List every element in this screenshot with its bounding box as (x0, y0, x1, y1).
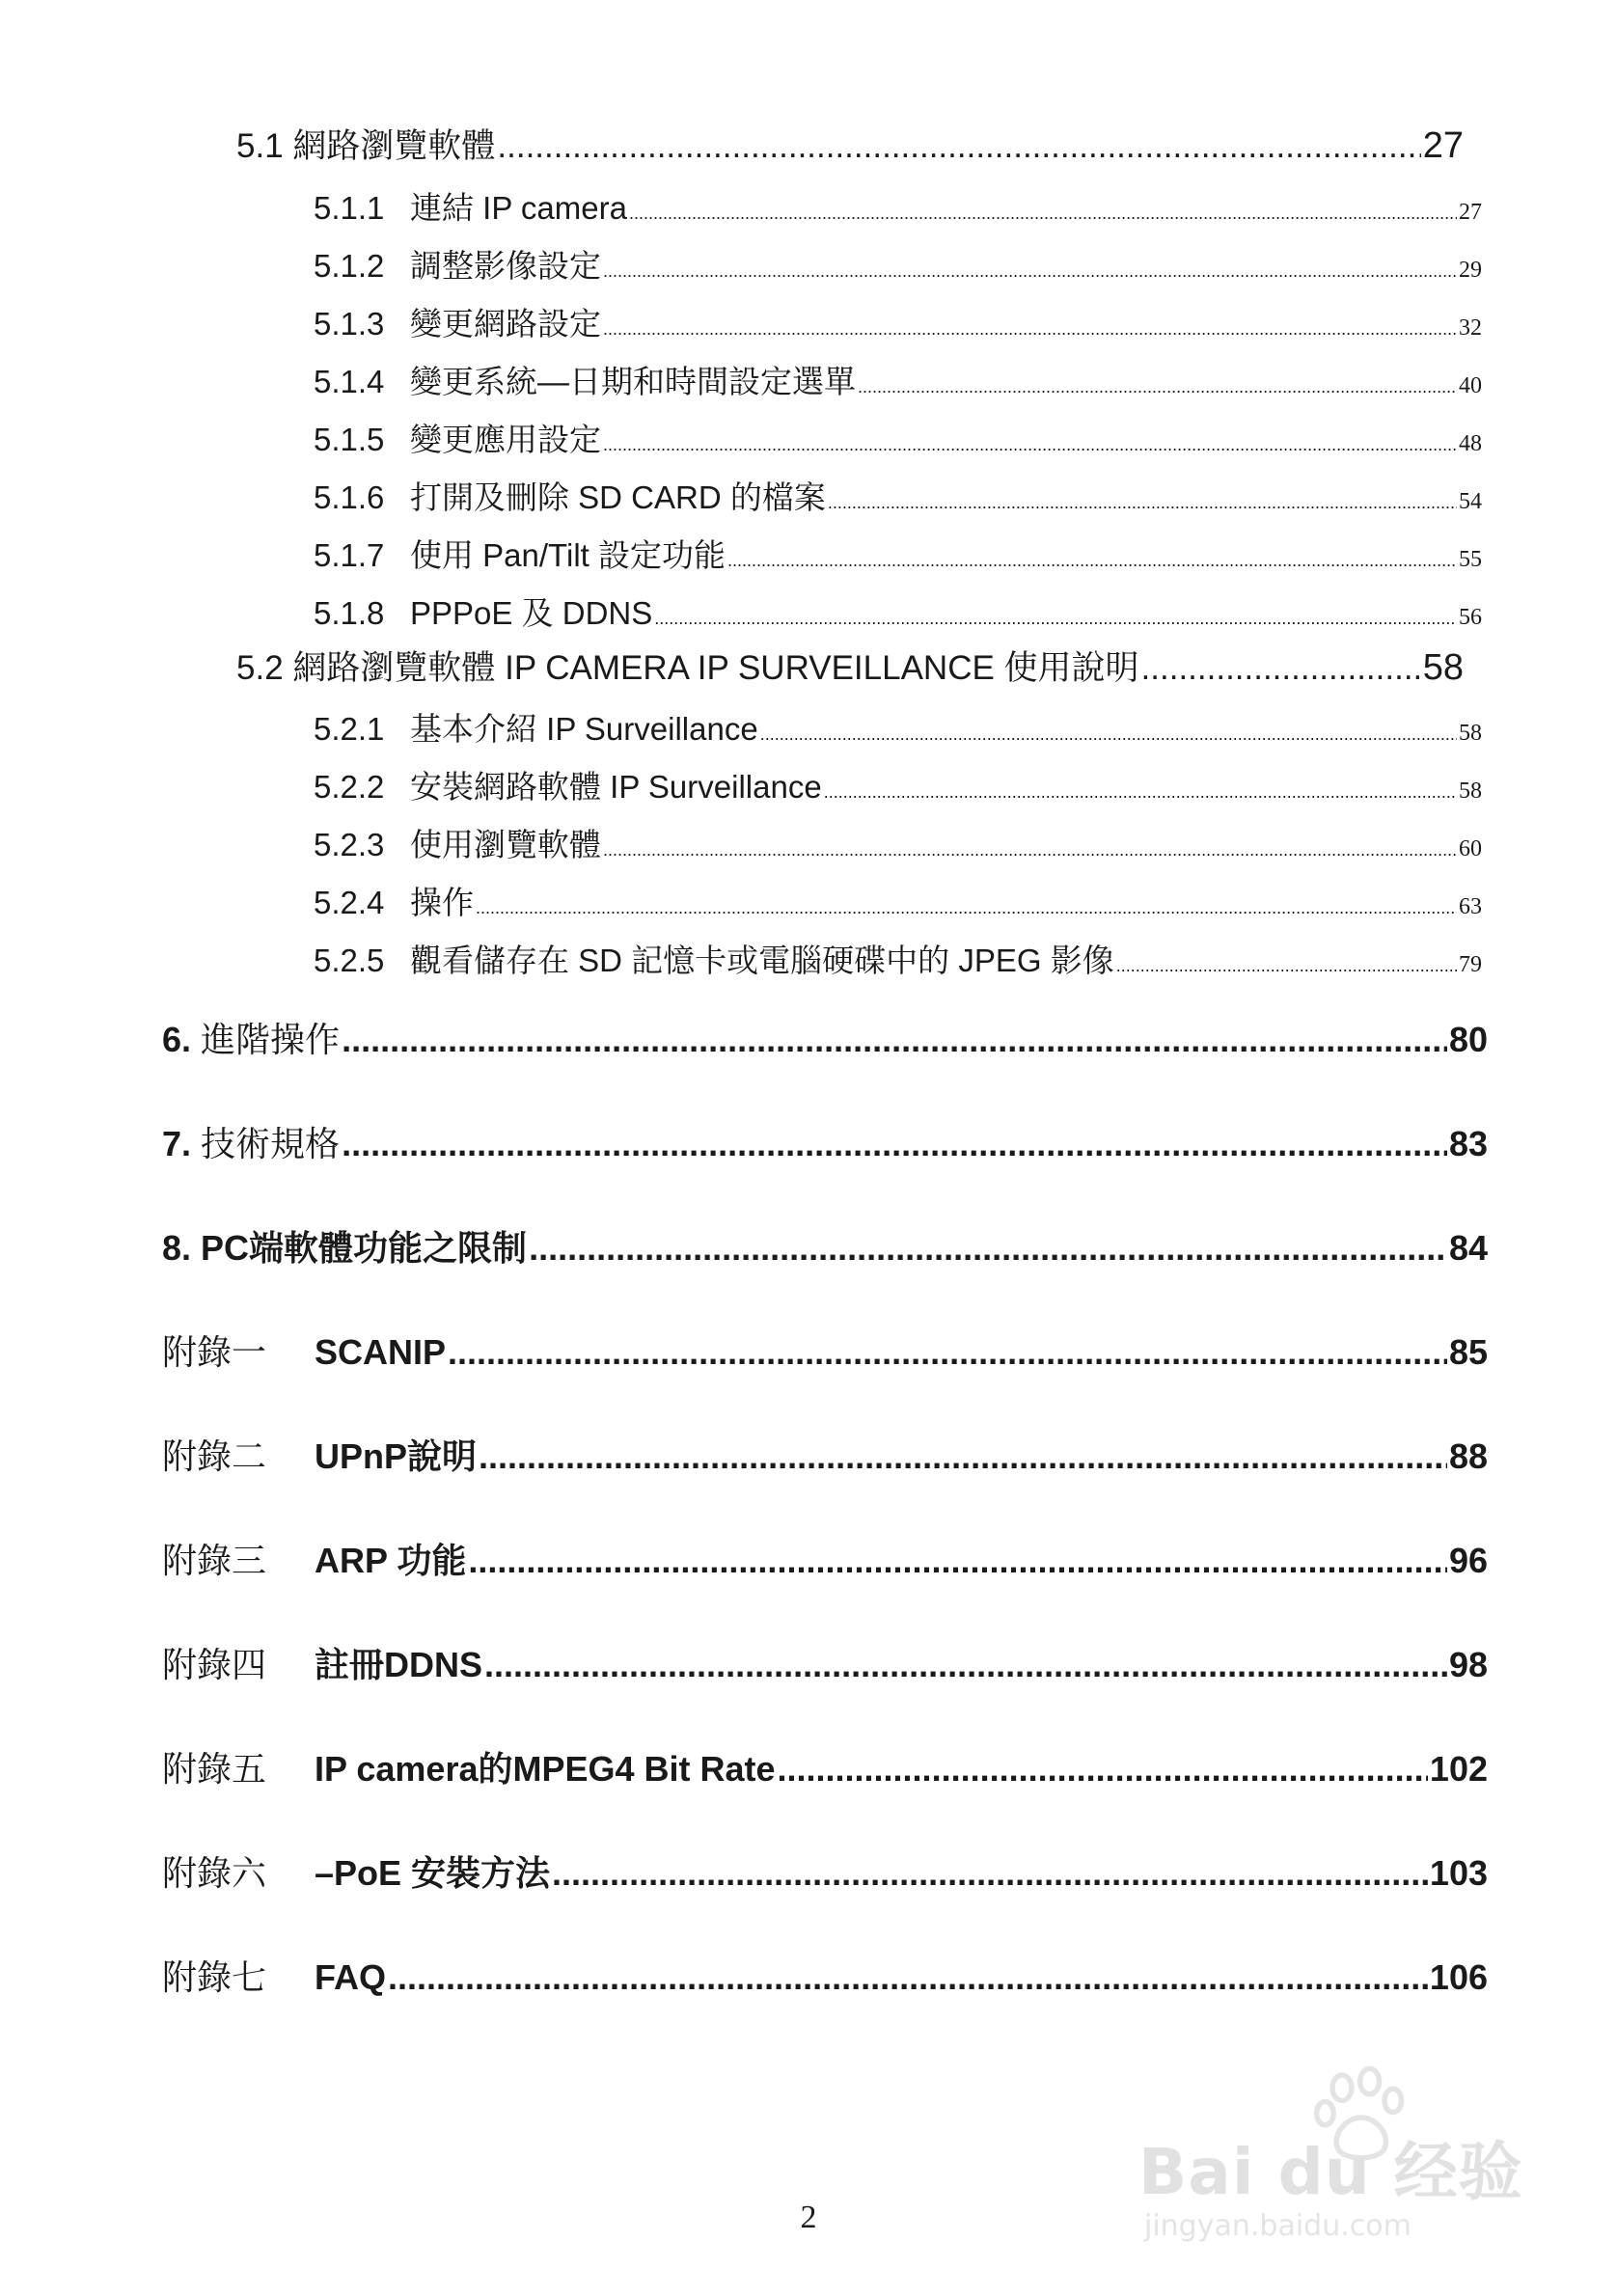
toc-title: 變更系統—日期和時間設定選單 (410, 364, 856, 399)
toc-page: 63 (1459, 894, 1482, 919)
toc-page: 60 (1459, 836, 1482, 861)
toc-leader-dots (342, 1020, 1447, 1060)
toc-title: 觀看儲存在 SD 記憶卡或電腦硬碟中的 JPEG 影像 (410, 943, 1114, 978)
toc-section-5-1[interactable] (236, 120, 1464, 168)
toc-leader-dots (629, 204, 1457, 224)
toc-title: 連結 IP camera (410, 190, 627, 226)
toc-num: 5.1.6 (314, 479, 385, 515)
toc-num: 5.1.5 (314, 422, 385, 457)
toc-appendix-5[interactable] (162, 1742, 1488, 1791)
toc-chapter-8[interactable] (162, 1221, 1488, 1271)
toc-page: 85 (1448, 1332, 1488, 1372)
toc-num: 5.2.2 (314, 769, 385, 805)
toc-item-5-1-8[interactable] (314, 588, 1482, 634)
toc-item-5-1-4[interactable] (314, 357, 1482, 402)
toc-leader-dots (778, 1749, 1428, 1790)
toc-page: 58 (1459, 779, 1482, 804)
toc-leader-dots (529, 1228, 1447, 1269)
toc-appendix-prefix: 附錄六 (162, 1853, 267, 1893)
toc-appendix-1[interactable] (162, 1326, 1488, 1375)
toc-leader-dots (603, 435, 1457, 455)
toc-label: 5.2 網路瀏覽軟體 IP CAMERA IP SURVEILLANCE 使用說明 (236, 649, 1139, 687)
toc-leader-dots (727, 551, 1457, 571)
toc-page: 27 (1459, 200, 1482, 225)
toc-page: 80 (1448, 1020, 1488, 1059)
toc-leader-dots (858, 377, 1457, 397)
baidu-jingyan-watermark (1138, 2064, 1524, 2248)
toc-title: 技術規格 (201, 1124, 341, 1163)
toc-leader-dots (824, 782, 1457, 803)
toc-item-5-1-7[interactable] (314, 531, 1482, 576)
toc-num: 5.2.1 (314, 711, 385, 747)
toc-leader-dots (654, 609, 1457, 629)
toc-leader-dots (552, 1853, 1428, 1894)
toc-num: 5.2.4 (314, 885, 385, 920)
toc-page: 54 (1459, 489, 1482, 514)
toc-appendix-7[interactable] (162, 1951, 1488, 2000)
toc-item-5-1-5[interactable] (314, 415, 1482, 460)
toc-title: PC端軟體功能之限制 (201, 1228, 528, 1268)
toc-page: 58 (1459, 721, 1482, 746)
toc-title: 安裝網路軟體 IP Surveillance (410, 769, 822, 805)
toc-num: 5.1.1 (314, 190, 385, 226)
toc-num: 6. (162, 1020, 192, 1059)
toc-leader-dots (828, 493, 1457, 513)
toc-title: 進階操作 (201, 1020, 341, 1059)
toc-item-5-2-1[interactable] (314, 704, 1482, 750)
toc-leader-dots (476, 898, 1457, 918)
toc-page: 84 (1448, 1228, 1488, 1268)
toc-page: 48 (1459, 431, 1482, 456)
toc-num: 5.1.3 (314, 306, 385, 342)
toc-title: 變更網路設定 (410, 306, 601, 342)
toc-leader-dots (468, 1541, 1447, 1581)
toc-num: 5.1.4 (314, 364, 385, 399)
toc-leader-dots (1141, 649, 1421, 688)
toc-appendix-prefix: 附錄一 (162, 1332, 267, 1372)
toc-num: 5.2.5 (314, 943, 385, 978)
toc-leader-dots (479, 1436, 1447, 1477)
toc-leader-dots (497, 127, 1420, 166)
toc-item-5-1-6[interactable] (314, 473, 1482, 518)
toc-title: 基本介紹 IP Surveillance (410, 711, 758, 747)
toc-page: 29 (1459, 258, 1482, 283)
toc-page: 102 (1429, 1749, 1488, 1789)
toc-title: 使用 Pan/Tilt 設定功能 (410, 537, 726, 573)
toc-leader-dots (484, 1645, 1447, 1685)
toc-title: 註冊DDNS (315, 1645, 483, 1684)
toc-title: –PoE 安裝方法 (315, 1853, 551, 1893)
toc-title: PPPoE 及 DDNS (410, 595, 653, 631)
toc-appendix-3[interactable] (162, 1534, 1488, 1583)
toc-page: 55 (1459, 547, 1482, 572)
toc-page: 79 (1459, 952, 1482, 977)
toc-title: 變更應用設定 (410, 422, 601, 457)
toc-item-5-2-2[interactable] (314, 762, 1482, 807)
toc-appendix-6[interactable] (162, 1846, 1488, 1896)
toc-page: 96 (1448, 1541, 1488, 1580)
toc-page: 103 (1429, 1853, 1488, 1893)
toc-leader-dots (603, 840, 1457, 861)
toc-section-5-2[interactable] (236, 642, 1464, 690)
toc-title: IP camera的MPEG4 Bit Rate (315, 1749, 776, 1789)
toc-title: 調整影像設定 (410, 248, 601, 284)
toc-appendix-prefix: 附錄三 (162, 1541, 267, 1580)
toc-page: 32 (1459, 315, 1482, 341)
toc-title: 操作 (410, 885, 474, 920)
toc-leader-dots (388, 1957, 1428, 1998)
toc-leader-dots (603, 261, 1457, 282)
toc-num: 7. (162, 1124, 192, 1163)
toc-appendix-prefix: 附錄四 (162, 1645, 267, 1684)
toc-page: 83 (1448, 1124, 1488, 1163)
toc-page: 56 (1459, 605, 1482, 630)
toc-leader-dots (342, 1124, 1447, 1164)
toc-chapter-7[interactable] (162, 1117, 1488, 1166)
toc-title: ARP 功能 (315, 1541, 467, 1580)
toc-item-5-2-4[interactable] (314, 878, 1482, 923)
toc-appendix-prefix: 附錄二 (162, 1436, 267, 1476)
toc-item-5-2-5[interactable] (314, 936, 1482, 981)
page-number: 2 (800, 2200, 817, 2235)
toc-appendix-2[interactable] (162, 1430, 1488, 1479)
toc-num: 5.2.3 (314, 827, 385, 862)
toc-item-5-1-3[interactable] (314, 299, 1482, 344)
toc-page: 27 (1422, 125, 1464, 166)
toc-title: SCANIP (315, 1332, 447, 1372)
toc-title: FAQ (315, 1957, 387, 1997)
toc-num: 8. (162, 1228, 192, 1268)
toc-title: UPnP說明 (315, 1436, 478, 1476)
toc-page: 106 (1429, 1957, 1488, 1997)
toc-leader-dots (448, 1332, 1447, 1373)
toc-item-5-2-3[interactable] (314, 820, 1482, 865)
toc-leader-dots (1116, 956, 1457, 976)
toc-chapter-6[interactable] (162, 1013, 1488, 1062)
toc-title: 打開及刪除 SD CARD 的檔案 (410, 479, 826, 515)
toc-leader-dots (603, 319, 1457, 340)
toc-num: 5.1.8 (314, 595, 385, 631)
toc-label: 5.1 網路瀏覽軟體 (236, 127, 496, 165)
watermark-url: jingyan.baidu.com (1144, 2209, 1411, 2243)
toc-leader-dots (760, 724, 1457, 745)
toc-num: 5.1.2 (314, 248, 385, 284)
toc-item-5-1-1[interactable] (314, 183, 1482, 229)
toc-title: 使用瀏覽軟體 (410, 827, 601, 862)
toc-appendix-4[interactable] (162, 1638, 1488, 1687)
toc-appendix-prefix: 附錄五 (162, 1749, 267, 1789)
toc-item-5-1-2[interactable] (314, 241, 1482, 287)
toc-page: 40 (1459, 373, 1482, 398)
toc-page: 88 (1448, 1436, 1488, 1476)
toc-page: 58 (1422, 647, 1464, 688)
toc-page: 98 (1448, 1645, 1488, 1684)
toc-appendix-prefix: 附錄七 (162, 1957, 267, 1997)
watermark-brand: Bai du 经验 (1138, 2135, 1523, 2209)
toc-num: 5.1.7 (314, 537, 385, 573)
